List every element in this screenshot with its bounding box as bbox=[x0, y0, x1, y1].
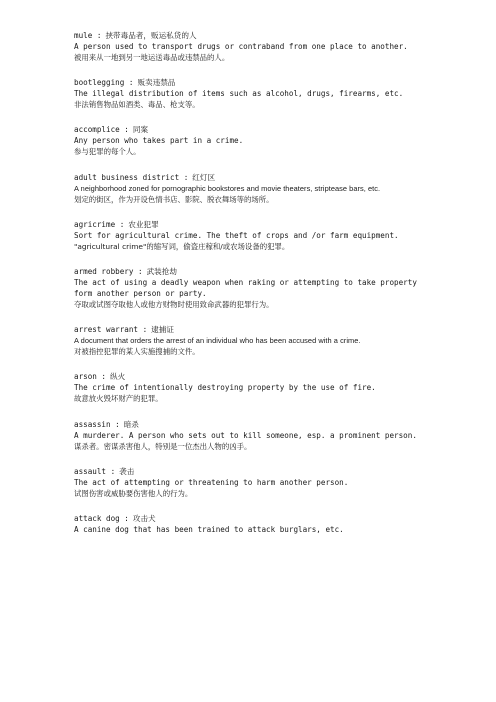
entry-term: agricrime : bbox=[74, 219, 125, 229]
entry-term: accomplice : bbox=[74, 125, 129, 135]
entry-definition: The crime of intentionally destroying property by the use of fire. bbox=[74, 383, 376, 393]
glossary-content bbox=[74, 30, 434, 549]
entry-term-zh: 武装抢劫 bbox=[146, 266, 177, 276]
entry-term-zh: 挟带毒品者，贩运私货的人 bbox=[105, 31, 197, 40]
entry-heading bbox=[74, 513, 434, 524]
entry-definition: A murderer. A person who sets out to kill someone, esp. a prominent person. bbox=[74, 430, 417, 440]
entry-heading bbox=[74, 124, 434, 135]
entry-term-zh: 红灯区 bbox=[192, 172, 216, 182]
entry-translation: 被用来从一地到另一地运送毒品或违禁品的人。 bbox=[74, 53, 230, 62]
entry-definition: Any person who takes part in a crime. bbox=[74, 136, 244, 146]
glossary-entry bbox=[74, 30, 434, 63]
entry-heading bbox=[74, 219, 434, 230]
entry-definition: The act of using a deadly weapon when raking or attempting to take property form another person or party. bbox=[74, 277, 417, 298]
entry-definition: A document that orders the arrest of an individual who has been accused with a crime. bbox=[74, 336, 361, 346]
entry-translation: 夺取或试图夺取他人或他方财物时使用致命武器的犯罪行为。 bbox=[74, 299, 274, 309]
entry-translation: 故意放火毁坏财产的犯罪。 bbox=[74, 394, 163, 404]
entry-term-zh: 暗杀 bbox=[123, 419, 139, 429]
entry-term: arrest warrant : bbox=[74, 325, 148, 335]
entry-heading bbox=[74, 266, 434, 277]
glossary-entry bbox=[74, 324, 434, 357]
entry-term: arson : bbox=[74, 372, 107, 382]
entry-term-zh: 逮捕证 bbox=[151, 325, 174, 335]
glossary-entry bbox=[74, 124, 434, 157]
entry-heading bbox=[74, 466, 434, 477]
glossary-entry bbox=[74, 219, 434, 252]
entry-heading bbox=[74, 324, 434, 335]
entry-term-zh: 攻击犬 bbox=[132, 513, 156, 523]
entry-heading bbox=[74, 419, 434, 430]
entry-term: attack dog : bbox=[74, 513, 129, 523]
entry-term-zh: 袭击 bbox=[119, 466, 135, 476]
entry-term-zh: 纵火 bbox=[110, 372, 126, 382]
glossary-entry bbox=[74, 371, 434, 404]
entry-definition: A person used to transport drugs or contraband from one place to another. bbox=[74, 42, 408, 51]
entry-translation: 非法销售物品如酒类、毒品、枪支等。 bbox=[74, 100, 200, 110]
entry-definition: Sort for agricultural crime. The theft of crops and /or farm equipment. bbox=[74, 230, 399, 240]
entry-translation: 划定的街区，作为开设色情书店、影院、脱衣舞场等的场所。 bbox=[74, 194, 274, 204]
entry-term: bootlegging : bbox=[74, 78, 134, 88]
entry-heading bbox=[74, 77, 434, 88]
glossary-entry bbox=[74, 172, 434, 205]
entry-translation: "agricultural crime"的缩写词，偷盗庄稼和/或农场设备的犯罪。 bbox=[74, 241, 290, 251]
entry-heading bbox=[74, 30, 434, 41]
entry-term-zh: 同案 bbox=[132, 125, 149, 135]
entry-term: armed robbery : bbox=[74, 266, 143, 276]
entry-term: assassin : bbox=[74, 419, 120, 429]
glossary-entry bbox=[74, 513, 434, 535]
entry-heading bbox=[74, 371, 434, 382]
entry-term-zh: 贩卖违禁品 bbox=[137, 78, 176, 88]
entry-heading bbox=[74, 172, 434, 183]
entry-translation: 对被指控犯罪的某人实施搜捕的文件。 bbox=[74, 347, 200, 357]
glossary-entry bbox=[74, 419, 434, 452]
glossary-entry bbox=[74, 77, 434, 110]
entry-definition: A canine dog that has been trained to attack burglars, etc. bbox=[74, 524, 344, 534]
entry-term: mule : bbox=[74, 31, 102, 40]
entry-translation: 参与犯罪的每个人。 bbox=[74, 147, 141, 157]
entry-definition: The illegal distribution of items such as alcohol, drugs, firearms, etc. bbox=[74, 89, 404, 99]
entry-term: adult business district : bbox=[74, 172, 189, 182]
entry-definition: The act of attempting or threatening to harm another person. bbox=[74, 477, 349, 487]
entry-translation: 试图伤害或威胁要伤害他人的行为。 bbox=[74, 488, 193, 498]
glossary-entry bbox=[74, 266, 434, 310]
entry-term-zh: 农业犯罪 bbox=[128, 219, 159, 229]
glossary-entry bbox=[74, 466, 434, 499]
entry-translation: 谋杀者。密谋杀害他人，特别是一位杰出人物的凶手。 bbox=[74, 441, 252, 451]
entry-definition: A neighborhood zoned for pornographic bookstores and movie theaters, striptease bars, etc. bbox=[74, 183, 381, 193]
entry-term: assault : bbox=[74, 466, 116, 476]
